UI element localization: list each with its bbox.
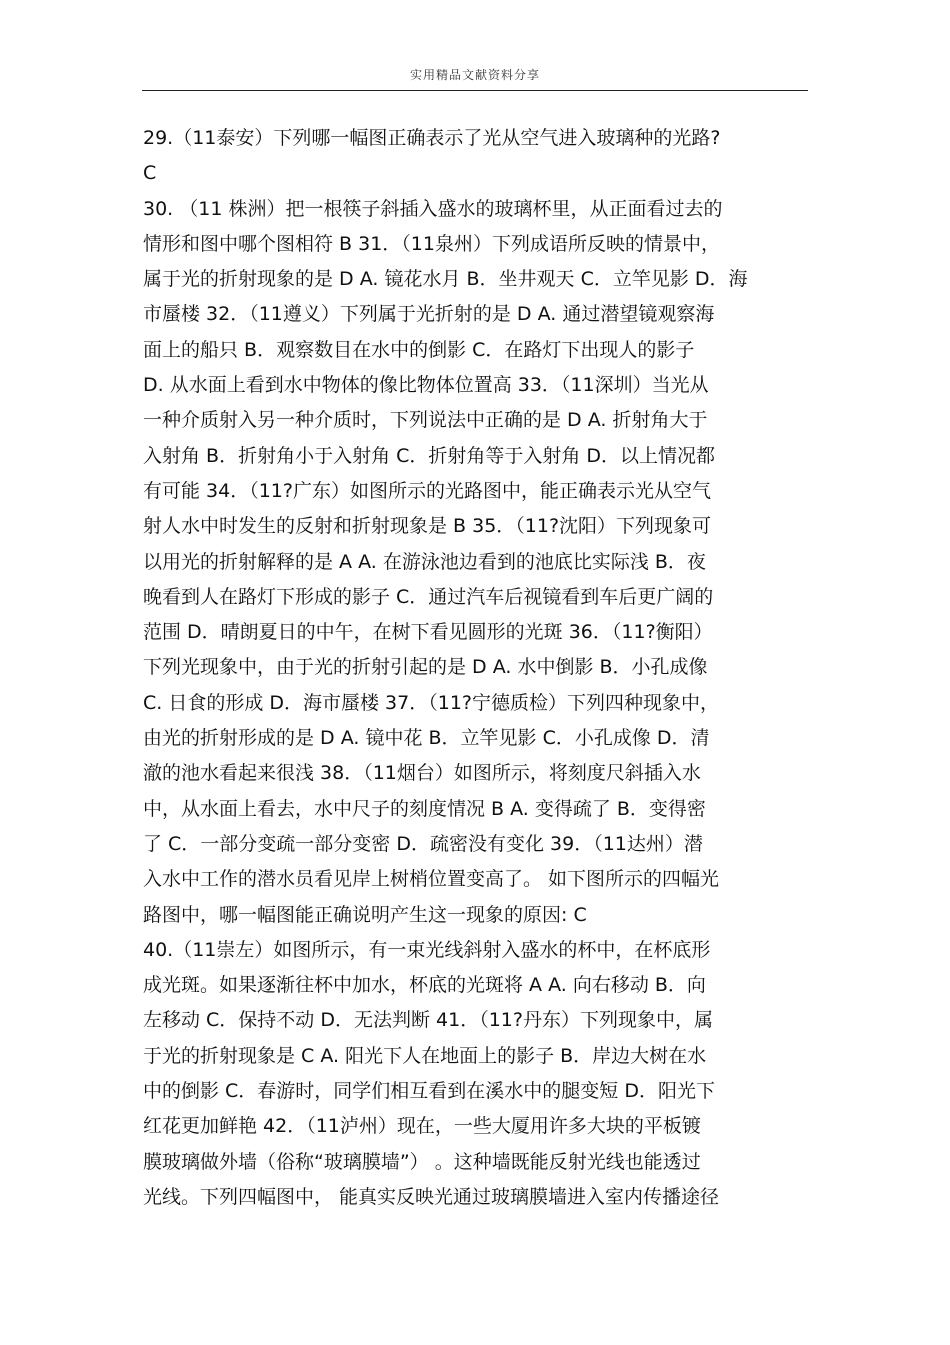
text-line: 膜玻璃做外墙（俗称“玻璃膜墙”） 。这种墙既能反射光线也能透过: [143, 1150, 701, 1173]
text-line: 市蜃楼 32．（11遵义）下列属于光折射的是 D A. 通过潜望镜观察海: [143, 303, 715, 326]
text-line: 中，从水面上看去，水中尺子的刻度情况 B A. 变得疏了 B．变得密: [143, 797, 706, 820]
document-body: [143, 121, 813, 1215]
text-line: 有可能 34．（11?广东）如图所示的光路图中，能正确表示光从空气: [143, 479, 711, 502]
text-line: 范围 D．晴朗夏日的中午，在树下看见圆形的光斑 36．（11?衡阳）: [143, 621, 713, 644]
text-line: 射人水中时发生的反射和折射现象是 B 35．（11?沈阳）下列现象可: [143, 515, 712, 538]
text-line: 以用光的折射解释的是 A A. 在游泳池边看到的池底比实际浅 B．夜: [143, 550, 706, 573]
text-line: C: [143, 162, 157, 185]
header-divider: [142, 90, 808, 91]
text-line: 40.（11崇左）如图所示，有一束光线斜射入盛水的杯中，在杯底形: [143, 938, 711, 961]
text-line: 由光的折射形成的是 D A. 镜中花 B．立竿见影 C．小孔成像 D．清: [143, 727, 710, 750]
text-line: 成光斑。如果逐渐往杯中加水，杯底的光斑将 A A. 向右移动 B．向: [143, 974, 706, 997]
page-header: 实用精品文献资料分享: [409, 68, 540, 82]
text-line: 属于光的折射现象的是 D A. 镜花水月 B．坐井观天 C．立竿见影 D．海: [143, 268, 748, 291]
text-line: 于光的折射现象是 C A. 阳光下人在地面上的影子 B．岸边大树在水: [143, 1044, 707, 1067]
text-line: 入射角 B．折射角小于入射角 C．折射角等于入射角 D．以上情况都: [143, 444, 716, 467]
text-line: 光线。下列四幅图中， 能真实反映光通过玻璃膜墙进入室内传播途径: [143, 1185, 720, 1208]
text-line: D. 从水面上看到水中物体的像比物体位置高 33．（11深圳）当光从: [143, 374, 709, 397]
text-line: 30. （11 株洲）把一根筷子斜插入盛水的玻璃杯里，从正面看过去的: [143, 197, 723, 220]
text-line: 情形和图中哪个图相符 B 31．（11泉州）下列成语所反映的情景中，: [143, 232, 720, 255]
text-line: 红花更加鲜艳 42．（11泸州）现在，一些大厦用许多大块的平板镀: [143, 1115, 701, 1138]
text-line: 路图中，哪一幅图能正确说明产生这一现象的原因: C: [143, 903, 587, 926]
text-line: 面上的船只 B．观察数目在水中的倒影 C．在路灯下出现人的影子: [143, 338, 695, 361]
text-line: 了 C．一部分变疏一部分变密 D．疏密没有变化 39．（11达州）潜: [143, 832, 703, 855]
text-line: 下列光现象中，由于光的折射引起的是 D A. 水中倒影 B．小孔成像: [143, 656, 708, 679]
text-line: 晚看到人在路灯下形成的影子 C．通过汽车后视镜看到车后更广阔的: [143, 585, 714, 608]
text-line: C. 日食的形成 D．海市蜃楼 37．（11?宁德质检）下列四种现象中，: [143, 691, 719, 714]
text-line: 中的倒影 C．春游时，同学们相互看到在溪水中的腿变短 D．阳光下: [143, 1080, 715, 1103]
text-line: 澈的池水看起来很浅 38．（11烟台）如图所示，将刻度尺斜插入水: [143, 762, 701, 785]
text-line: 一种介质射入另一种介质时，下列说法中正确的是 D A. 折射角大于: [143, 409, 708, 432]
text-line: 左移动 C．保持不动 D．无法判断 41．（11?丹东）下列现象中，属: [143, 1009, 713, 1032]
text-line: 29.（11泰安）下列哪一幅图正确表示了光从空气进入玻璃种的光路?: [143, 127, 721, 149]
text-line: 入水中工作的潜水员看见岸上树梢位置变高了。 如下图所示的四幅光: [143, 868, 720, 891]
